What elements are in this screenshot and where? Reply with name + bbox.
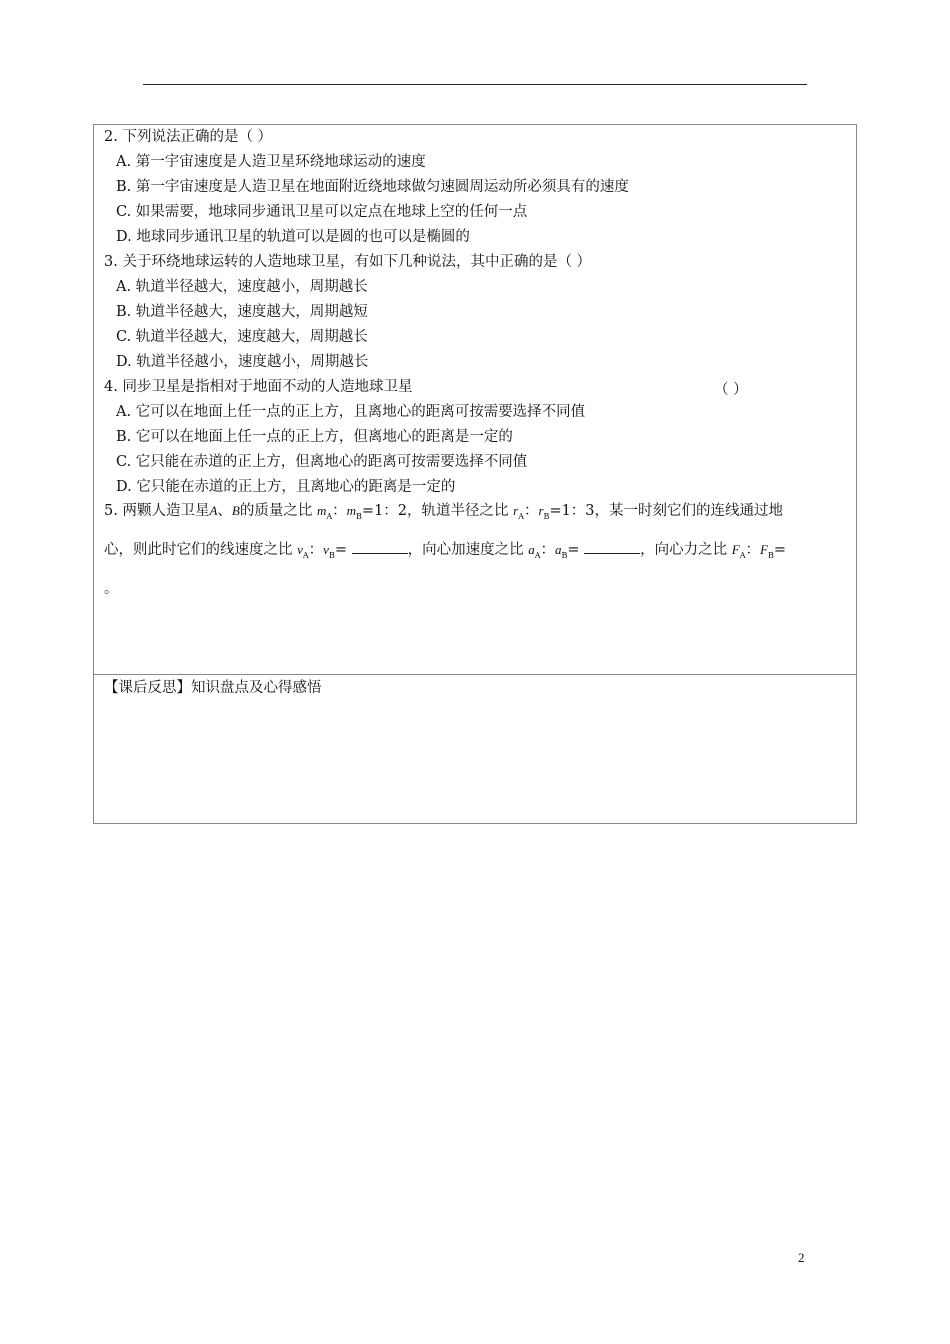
- q3-option-a: A. 轨道半径越大，速度越小，周期越长: [116, 279, 368, 295]
- reflection-box: [93, 674, 857, 824]
- q2-stem: 2. 下列说法正确的是（ ）: [104, 129, 273, 145]
- q3-option-d: D. 轨道半径越小，速度越小，周期越长: [116, 354, 369, 370]
- q5-blank-acceleration[interactable]: [584, 541, 640, 554]
- q4-option-d: D. 它只能在赤道的正上方，且离地心的距离是一定的: [116, 479, 456, 495]
- q2-option-a: A. 第一宇宙速度是人造卫星环绕地球运动的速度: [116, 154, 426, 170]
- header-rule: [143, 84, 807, 85]
- q3-option-b: B. 轨道半径越大，速度越大，周期越短: [116, 304, 368, 320]
- q5-line1: 5. 两颗人造卫星A、B的质量之比 $m_A$：$m_B=1$：2，轨道半径之比 $r_A$：$r_B=1$：3，某一时刻它们的连线通过地: [104, 503, 784, 521]
- q4-option-c: C. 它只能在赤道的正上方，但离地心的距离可按需要选择不同值: [116, 454, 528, 470]
- q4-stem: 4. 同步卫星是指相对于地面不动的人造地球卫星: [104, 379, 413, 395]
- q5-line3: 。: [104, 581, 119, 597]
- questions-box: [93, 124, 857, 675]
- q4-option-a: A. 它可以在地面上任一点的正上方，且离地心的距离可按需要选择不同值: [116, 404, 586, 420]
- page-number: 2: [798, 1250, 805, 1265]
- q3-option-c: C. 轨道半径越大，速度越大，周期越长: [116, 329, 368, 345]
- q3-stem: 3. 关于环绕地球运转的人造地球卫星，有如下几种说法，其中正确的是（ ）: [104, 254, 592, 270]
- q2-option-d: D. 地球同步通讯卫星的轨道可以是圆的也可以是椭圆的: [116, 229, 470, 245]
- reflection-heading: 【课后反思】知识盘点及心得感悟: [104, 680, 322, 696]
- q2-option-b: B. 第一宇宙速度是人造卫星在地面附近绕地球做匀速圆周运动所必须具有的速度: [116, 179, 629, 195]
- q4-answer-paren: （ ）: [714, 382, 748, 398]
- q2-option-c: C. 如果需要，地球同步通讯卫星可以定点在地球上空的任何一点: [116, 204, 528, 220]
- q5-line2: 心，则此时它们的线速度之比 $v_A$：$v_B=$ ，向心加速度之比 $a_A$：$a_B=$ ，向心力之比 $F_A$：$F_B=$: [104, 542, 786, 560]
- q4-option-b: B. 它可以在地面上任一点的正上方，但离地心的距离是一定的: [116, 429, 513, 445]
- q5-blank-velocity[interactable]: [352, 541, 408, 554]
